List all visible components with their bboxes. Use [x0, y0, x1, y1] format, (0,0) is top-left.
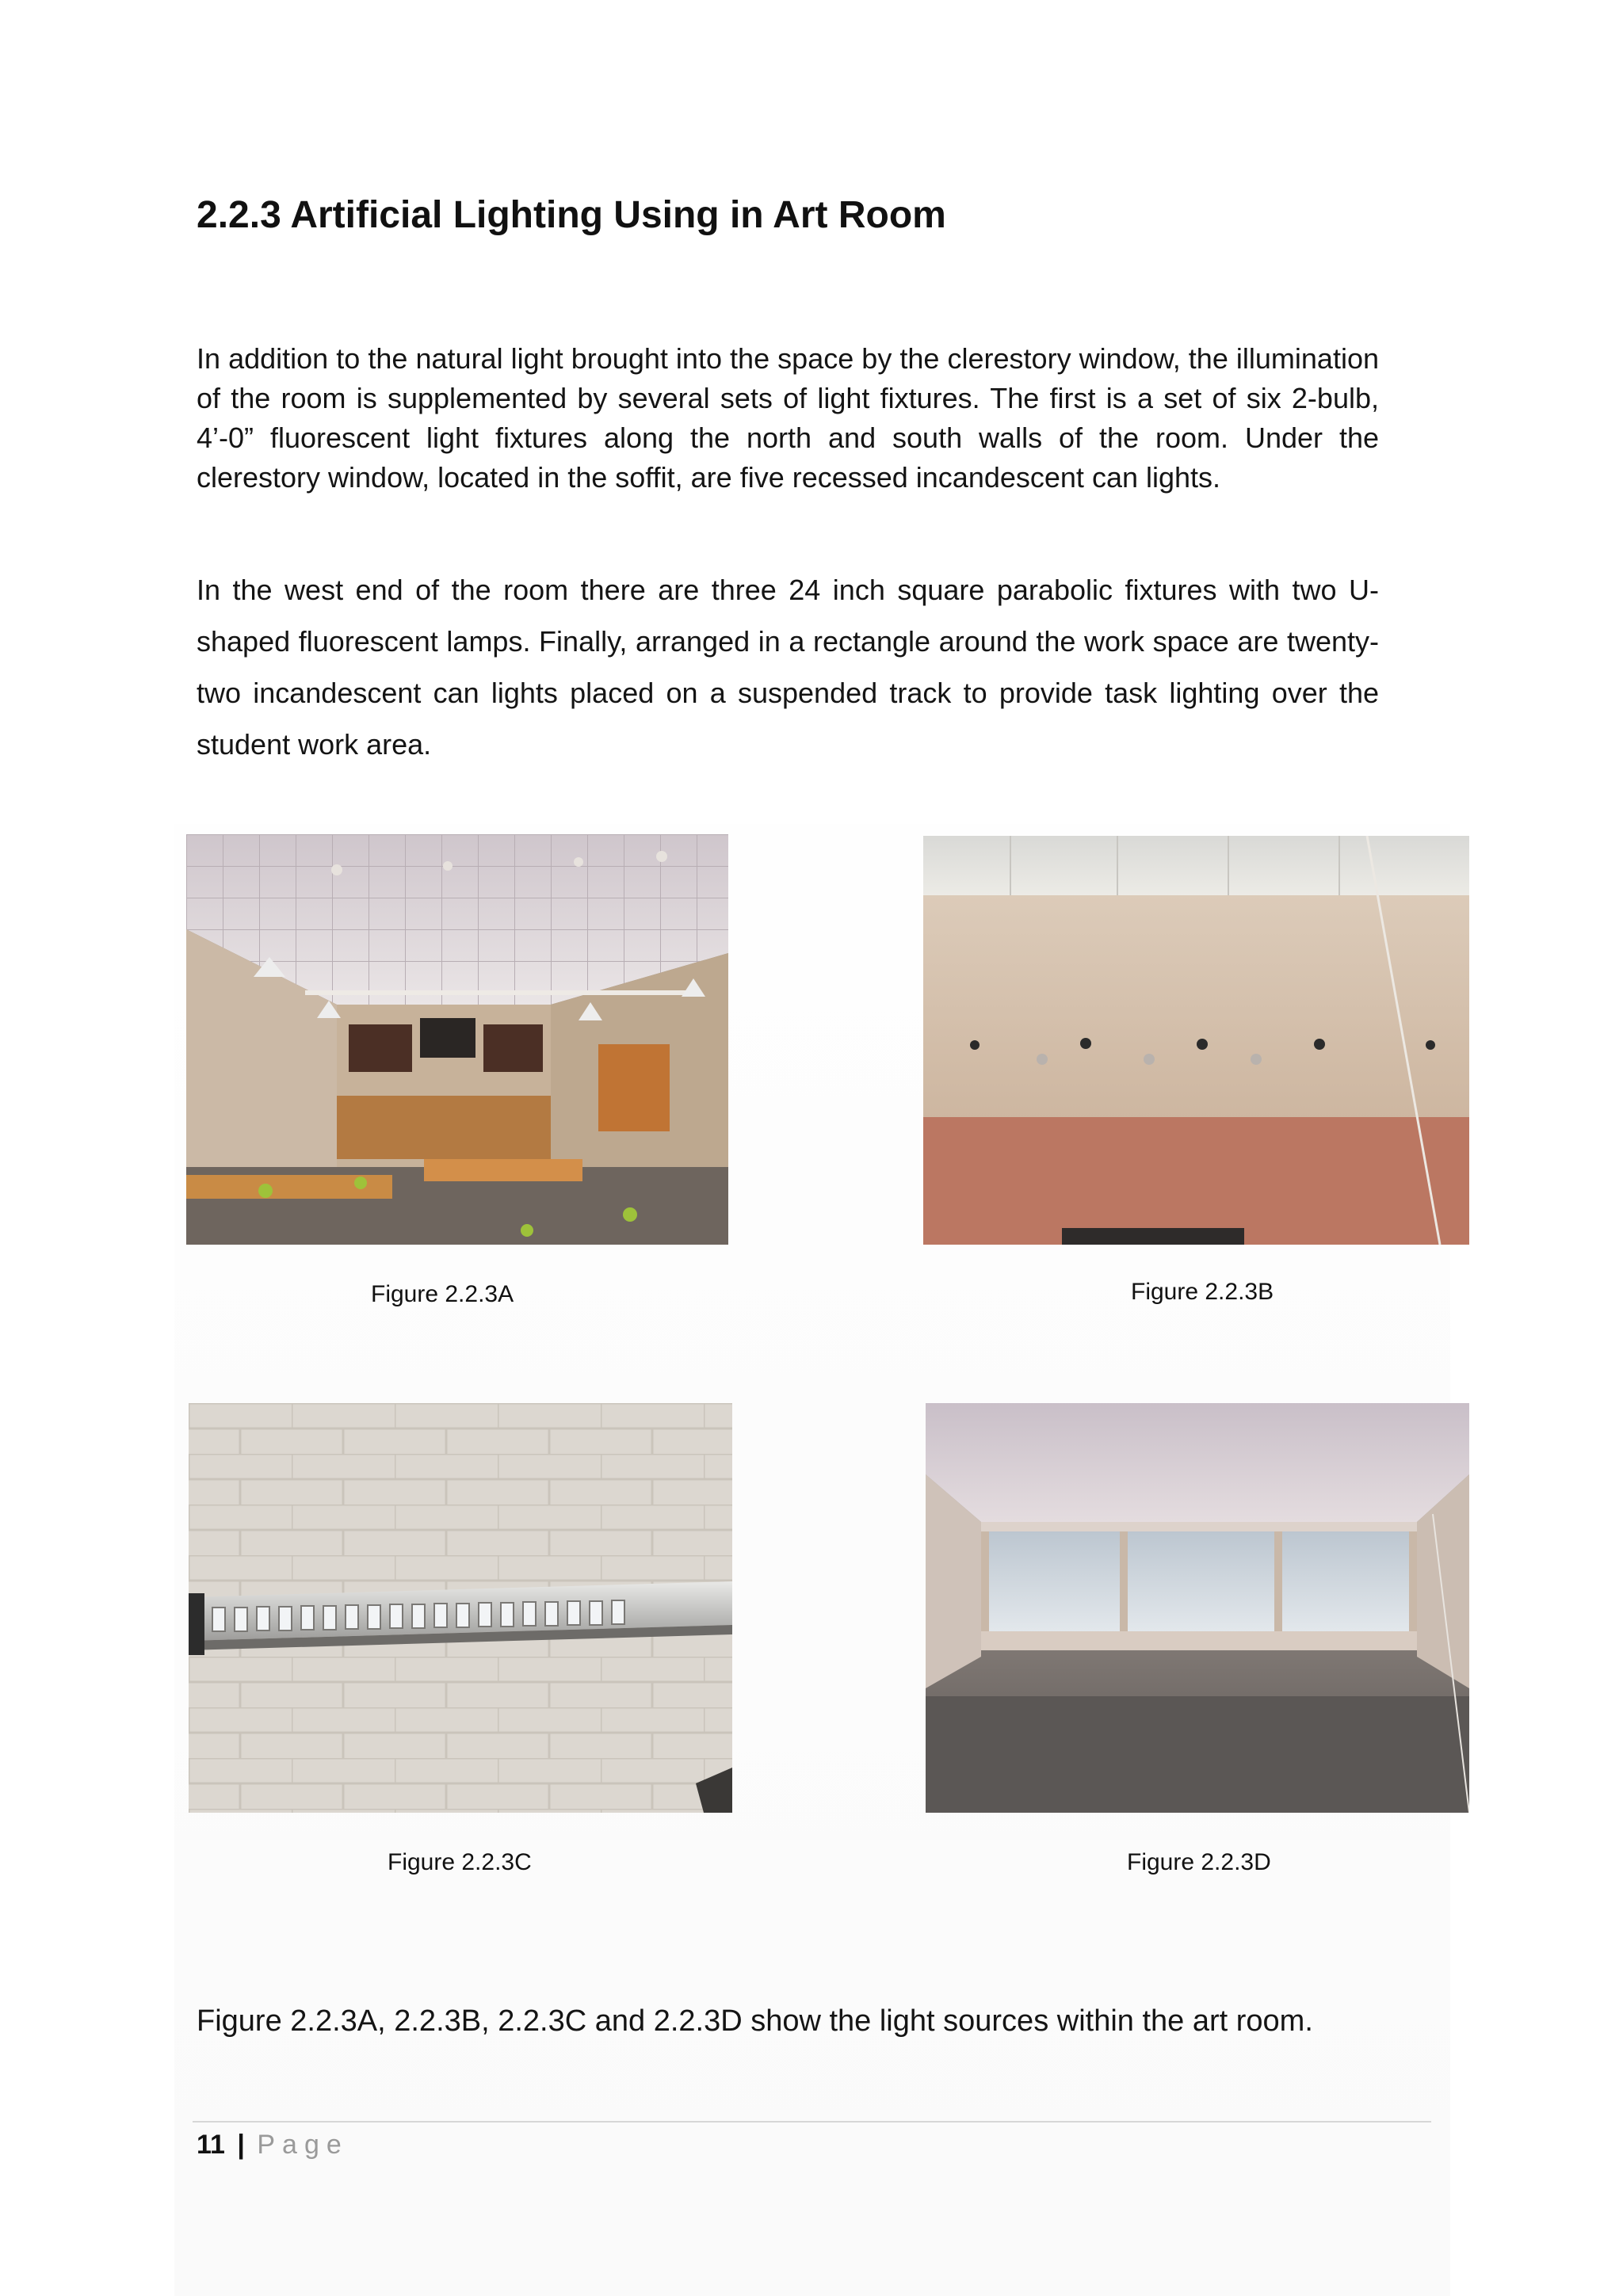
- figure-2-2-3a-photo: [186, 834, 728, 1245]
- figure-2-2-3d-photo: [926, 1403, 1469, 1813]
- figure-caption-d: Figure 2.2.3D: [1127, 1849, 1271, 1875]
- figure-caption-a: Figure 2.2.3A: [371, 1281, 514, 1307]
- figure-caption-b: Figure 2.2.3B: [1131, 1279, 1274, 1305]
- page-label: Page: [257, 2130, 349, 2160]
- paragraph-artificial-lighting: In addition to the natural light brought into the space by the clerestory window, the illumination of the room is supplemented by several sets of light fixtures. The first is a set of six 2-bulb, 4’-0” fluorescent light fixtures along the north and south walls of the room. Under the clerestory window, located in the soffit, are five recessed incandescent can lights.: [197, 342, 1379, 494]
- figures-summary: Figure 2.2.3A, 2.2.3B, 2.2.3C and 2.2.3D show the light sources within the art room.: [197, 2004, 1313, 2038]
- page-footer: [197, 2130, 349, 2161]
- paragraph-west-end-fixtures: In the west end of the room there are three 24 inch square parabolic fixtures with two U-shaped fluorescent lamps. Finally, arranged in a rectangle around the work space are twenty-two incandescent can lights placed on a suspended track to provide task lighting over the student work area.: [197, 574, 1379, 761]
- figure-caption-c: Figure 2.2.3C: [388, 1849, 532, 1875]
- footer-divider: [193, 2121, 1431, 2122]
- figure-2-2-3b-photo: [923, 836, 1469, 1245]
- figure-2-2-3c-photo: [189, 1403, 732, 1813]
- page-number: 11: [197, 2130, 225, 2160]
- footer-separator: |: [237, 2130, 245, 2160]
- section-heading: 2.2.3 Artificial Lighting Using in Art Room: [197, 194, 946, 236]
